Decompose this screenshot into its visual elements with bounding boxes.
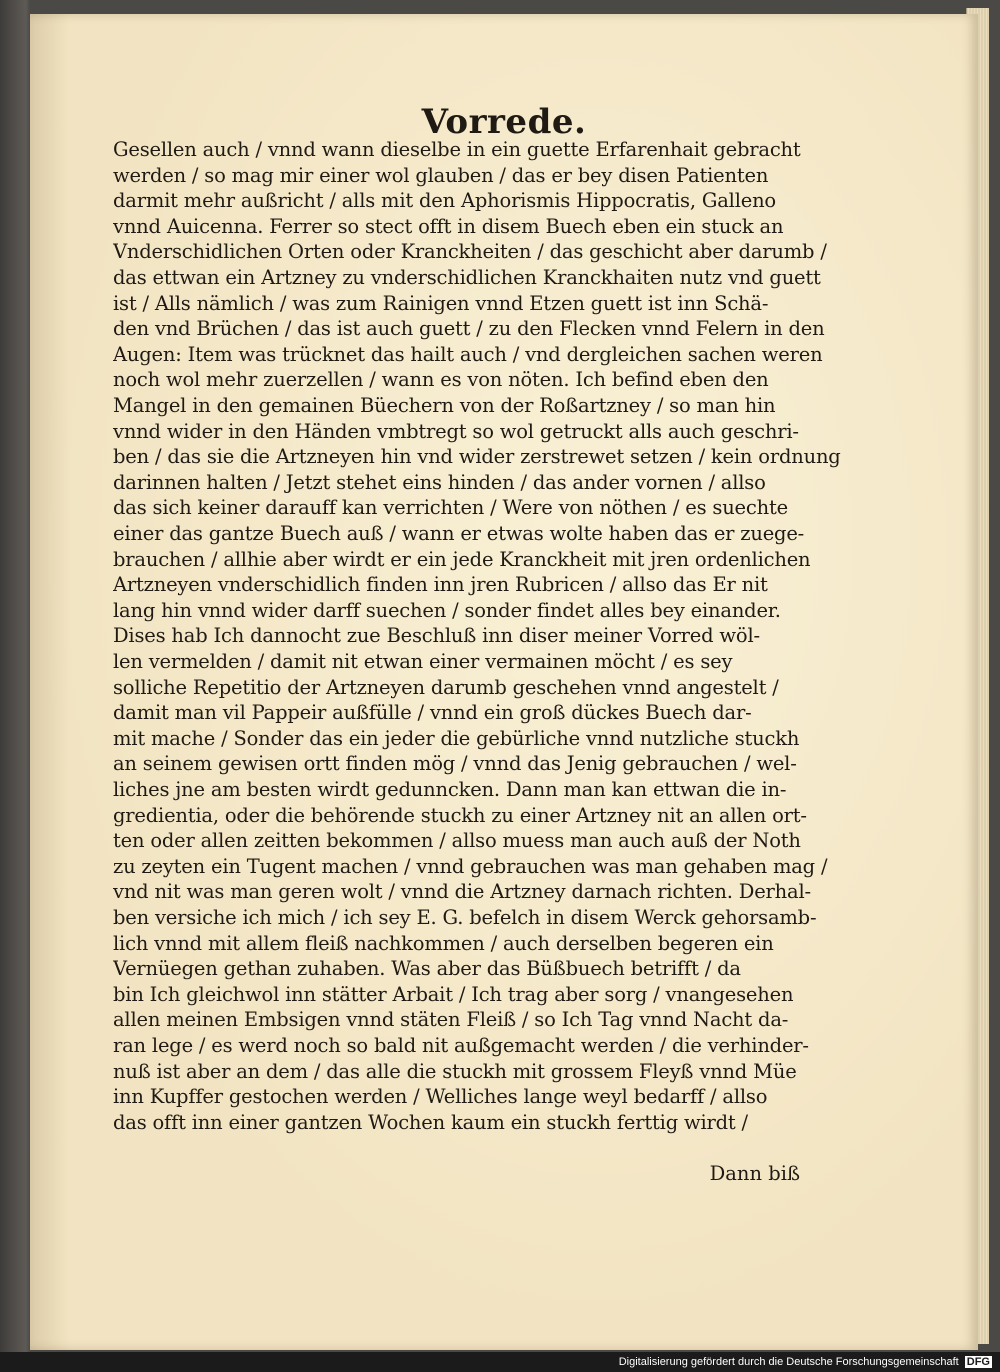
- page-heading: Vorrede.: [421, 102, 587, 142]
- text-line: Dises hab Ich dannocht zue Beschluß inn diser meiner Vorred wöl-: [113, 624, 760, 648]
- text-line: vnd nit was man geren wolt / vnnd die Artzney darnach richten. Derhal-: [113, 880, 811, 904]
- text-line: solliche Repetitio der Artzneyen darumb geschehen vnnd angestelt /: [113, 675, 779, 699]
- text-line: gredientia, oder die behörende stuckh zu einer Artzney nit an allen ort-: [113, 803, 807, 827]
- text-line: ben / das sie die Artzneyen hin vnd wider zerstrewet setzen / kein ordnung: [113, 445, 841, 469]
- text-line: ran lege / es werd noch so bald nit außgemacht werden / die verhinder-: [113, 1034, 809, 1057]
- text-line: darmit mehr außricht / alls mit den Aphorismis Hippocratis, Galleno: [113, 189, 776, 213]
- text-line: mit mache / Sonder das ein jeder die gebürliche vnnd nutzliche stuckh: [113, 726, 800, 750]
- text-line: allen meinen Embsigen vnnd stäten Fleiß / so Ich Tag vnnd Nacht da-: [113, 1008, 789, 1032]
- text-line: brauchen / allhie aber wirdt er ein jede Kranckheit mit jren ordenlichen: [113, 547, 811, 571]
- text-line: lang hin vnnd wider darff suechen / sonder findet alles bey einander.: [113, 598, 781, 622]
- text-line: einer das gantze Buech auß / wann er etwas wolte haben das er zuege-: [113, 522, 805, 545]
- text-line: den vnd Brüchen / das ist auch guett / zu den Flecken vnnd Felern in den: [113, 317, 825, 341]
- text-line: das offt inn einer gantzen Wochen kaum ein stuckh ferttig wirdt /: [113, 1110, 748, 1134]
- text-line: werden / so mag mir einer wol glauben / das er bey disen Patienten: [113, 163, 769, 187]
- text-line: ben versiche ich mich / ich sey E. G. befelch in disem Werck gehorsamb-: [113, 906, 817, 929]
- text-line: bin Ich gleichwol inn stätter Arbait / Ich trag aber sorg / vnangesehen: [113, 982, 794, 1006]
- text-line: len vermelden / damit nit etwan einer vermainen möcht / es sey: [113, 650, 733, 673]
- text-line: vnnd wider in den Händen vmbtregt so wol getruckt alls auch geschri-: [113, 419, 799, 443]
- text-line: Artzneyen vnderschidlich finden inn jren Rubricen / allso das Er nit: [113, 573, 768, 597]
- footer-bar: [0, 1352, 1000, 1372]
- dfg-logo: DFG: [966, 1356, 990, 1368]
- text-line: Augen: Item was trücknet das hailt auch / vnd dergleichen sachen weren: [113, 342, 823, 366]
- text-line: das ettwan ein Artzney zu vnderschidlichen Kranckhaiten nutz vnd guett: [113, 266, 821, 289]
- text-line: Vernüegen gethan zuhaben. Was aber das Büßbuech betrifft / da: [113, 957, 741, 981]
- text-line: ist / Alls nämlich / was zum Rainigen vnnd Etzen guett ist inn Schä-: [113, 291, 769, 315]
- text-line: an seinem gewisen ortt finden mög / vnnd das Jenig gebrauchen / wel-: [113, 752, 797, 776]
- text-line: zu zeyten ein Tugent machen / vnnd gebrauchen was man gehaben mag /: [113, 854, 828, 878]
- text-line: Vnderschidlichen Orten oder Kranckheiten / das geschicht aber darumb /: [113, 240, 827, 264]
- text-line: ten oder allen zeitten bekommen / allso muess man auch auß der Noth: [113, 829, 801, 853]
- footer-credit: Digitalisierung gefördert durch die Deutsche Forschungsgemeinschaft: [618, 1356, 959, 1368]
- text-line: nuß ist aber an dem / das alle die stuckh mit grossem Fleyß vnnd Müe: [113, 1059, 797, 1083]
- text-line: vnnd Auicenna. Ferrer so stect offt in disem Buech eben ein stuck an: [113, 214, 784, 238]
- text-line: Mangel in den gemainen Büechern von der Roßartzney / so man hin: [113, 394, 776, 417]
- catchword: Dann biß: [709, 1162, 800, 1185]
- text-line: inn Kupffer gestochen werden / Welliches lange weyl bedarff / allso: [113, 1085, 768, 1109]
- text-line: das sich keiner darauff kan verrichten / Were von nöthen / es suechte: [113, 496, 788, 520]
- text-line: damit man vil Pappeir außfülle / vnnd ein groß dückes Buech dar-: [113, 701, 752, 725]
- text-line: darinnen halten / Jetzt stehet eins hinden / das ander vornen / allso: [113, 470, 766, 494]
- book-page: [30, 14, 978, 1350]
- text-line: noch wol mehr zuerzellen / wann es von nöten. Ich befind eben den: [113, 368, 769, 392]
- text-line: lich vnnd mit allem fleiß nachkommen / auch derselben begeren ein: [113, 931, 774, 955]
- text-line: Gesellen auch / vnnd wann dieselbe in ein guette Erfarenhait gebracht: [113, 138, 801, 161]
- text-line: liches jne am besten wirdt gedunncken. Dann man kan ettwan die in-: [113, 778, 787, 801]
